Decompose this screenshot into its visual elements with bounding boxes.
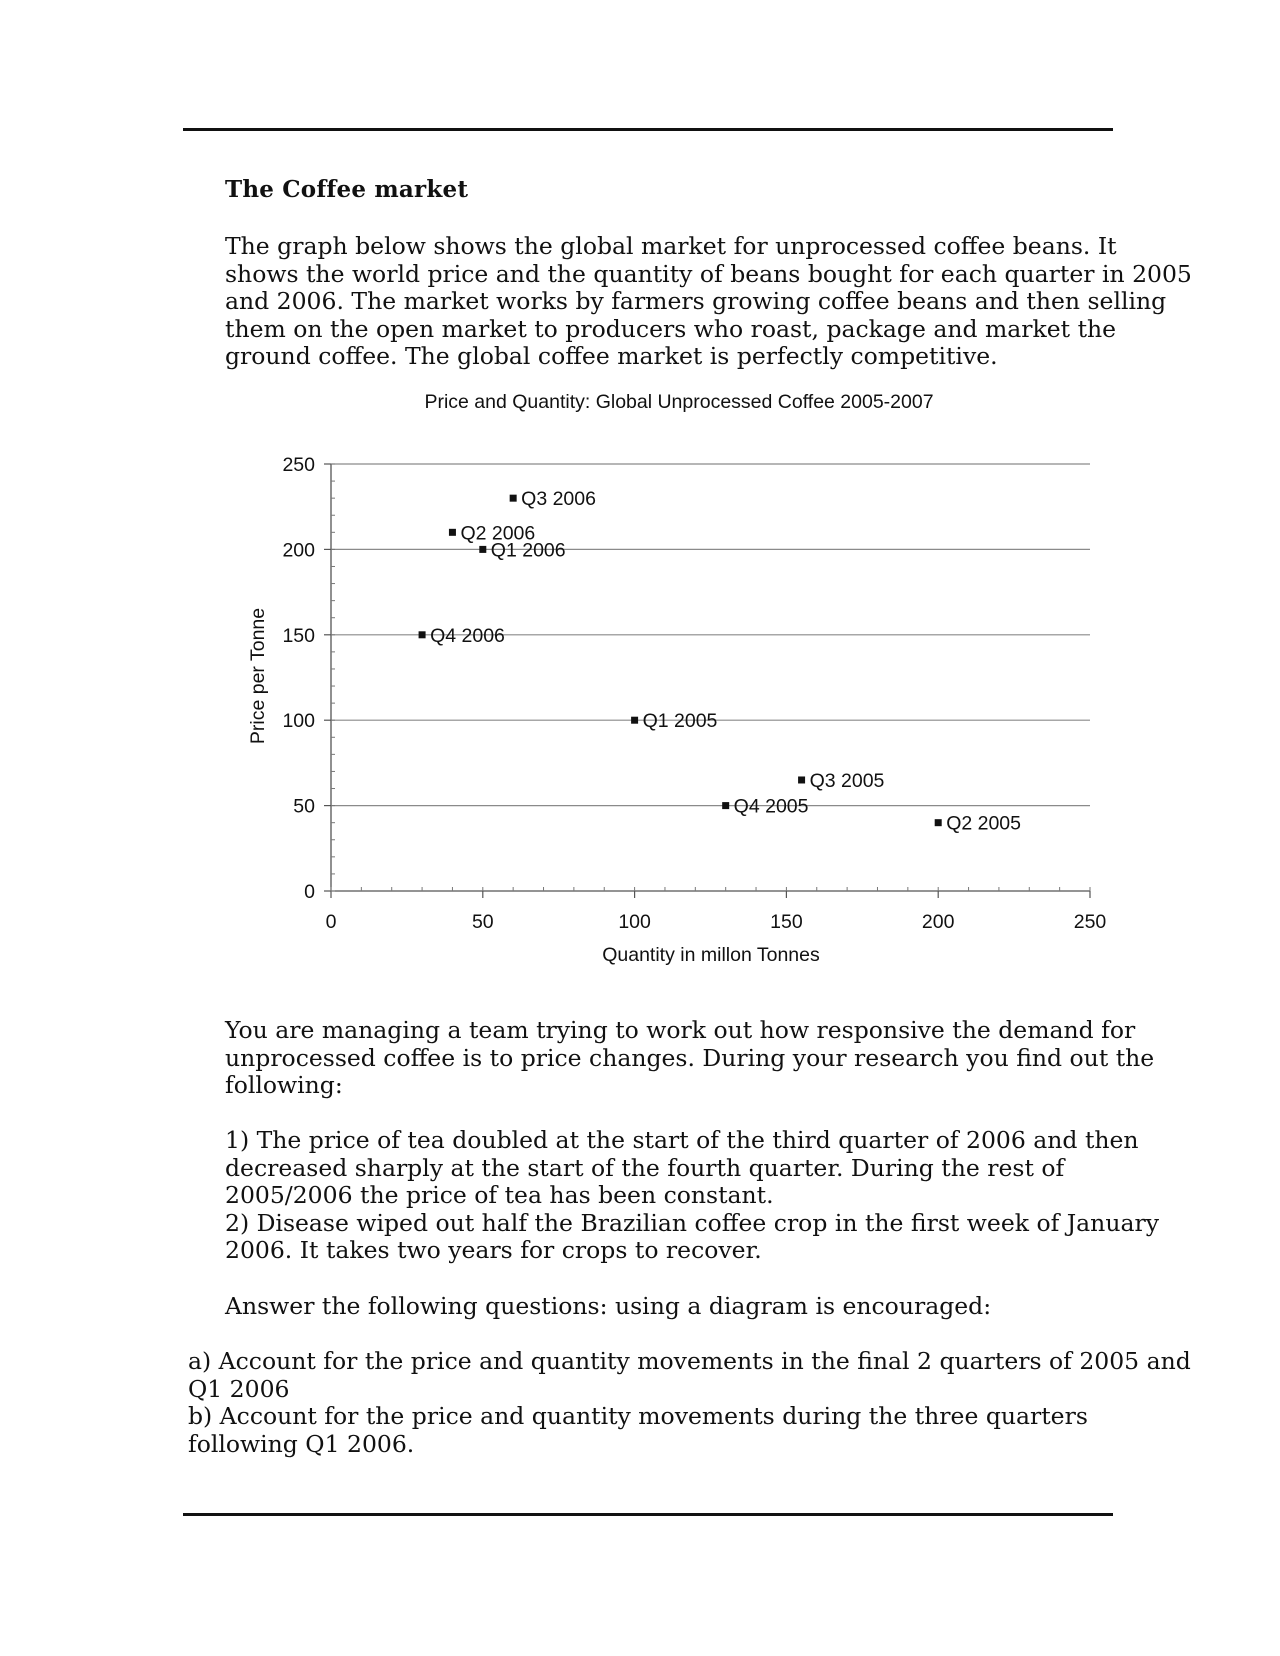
data-point-label: Q3 2005 [809,769,885,792]
intro-line: and 2006. The market works by farmers growing coffee beans and then selling [225,287,1167,315]
data-point-label: Q2 2006 [460,522,536,545]
data-point-marker [798,776,805,783]
finding-line: 2) Disease wiped out half the Brazilian coffee crop in the first week of January [225,1208,1159,1237]
instruction-text [225,1293,991,1321]
data-point-marker [449,529,456,536]
bottom-rule [183,1513,1113,1516]
findings-list [225,1127,1159,1265]
x-tick-label: 250 [1073,911,1107,933]
price-quantity-scatter-chart [0,385,1280,975]
x-tick-label: 100 [618,911,651,933]
x-tick-label: 50 [471,911,494,933]
y-axis-label: Price per Tonne [247,607,269,745]
intro-line: them on the open market to producers who roast, package and market the [225,314,1117,343]
data-point-marker [510,495,517,502]
instruction-line: Answer the following questions: using a diagram is encouraged: [225,1292,992,1320]
data-point-label: Q2 2005 [946,812,1022,835]
data-point-label: Q1 2006 [490,539,566,562]
data-point-marker [722,802,729,809]
top-rule [183,128,1113,131]
intro-paragraph [225,233,1192,371]
intro-line: shows the world price and the quantity of beans bought for each quarter in 2005 [225,259,1192,288]
y-tick-labels [282,454,315,903]
x-axis-label: Quantity in millon Tonnes [602,944,820,966]
y-tick-label: 100 [282,710,315,733]
intro-line: ground coffee. The global coffee market is perfectly competitive. [225,342,998,370]
intro-line: The graph below shows the global market for unprocessed coffee beans. It [225,232,1117,260]
research-line: unprocessed coffee is to price changes. During your research you find out the [225,1043,1155,1072]
questions-list [188,1348,1191,1458]
data-point-marker [631,717,638,724]
data-point-label: Q1 2005 [642,710,718,733]
data-point-marker [935,819,942,826]
x-tick-label: 0 [325,911,337,933]
y-tick-label: 200 [282,539,315,562]
x-tick-label: 200 [921,911,955,933]
finding-line: 2006. It takes two years for crops to recover. [225,1236,762,1264]
data-point-marker [419,631,426,638]
research-line: You are managing a team trying to work out how responsive the demand for [225,1016,1136,1044]
finding-line: decreased sharply at the start of the fourth quarter. During the rest of [225,1153,1065,1182]
x-tick-label: 150 [770,911,803,933]
chart-title: Price and Quantity: Global Unprocessed Coffee 2005-2007 [424,391,934,413]
data-point-label: Q3 2006 [521,488,596,511]
y-tick-label: 150 [282,624,315,647]
y-tick-label: 50 [293,795,315,818]
x-tick-labels [326,911,1107,933]
data-point-label: Q4 2006 [430,624,505,647]
data-points [419,488,1022,835]
finding-line: 2005/2006 the price of tea has been constant. [225,1181,774,1209]
research-line: following: [225,1071,343,1099]
section-heading: The Coffee market [225,176,469,203]
finding-line: 1) The price of tea doubled at the start of the third quarter of 2006 and then [225,1126,1139,1154]
data-point-marker [479,546,486,553]
y-tick-label: 0 [304,881,315,903]
y-tick-label: 250 [282,454,315,476]
data-point-label: Q4 2005 [733,795,809,818]
research-paragraph [225,1017,1154,1100]
question-line: following Q1 2006. [188,1429,415,1458]
question-line: a) Account for the price and quantity movements in the final 2 quarters of 2005 and [188,1347,1191,1375]
question-line: Q1 2006 [188,1374,290,1403]
question-line: b) Account for the price and quantity movements during the three quarters [188,1402,1088,1430]
